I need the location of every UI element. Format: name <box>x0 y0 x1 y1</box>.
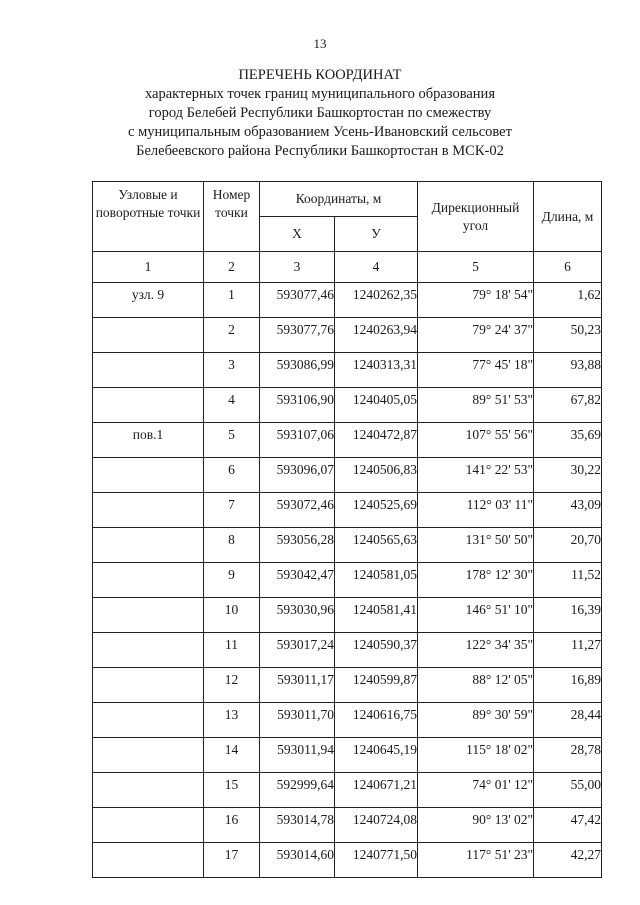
cell-point-number: 4 <box>204 388 260 423</box>
cell-y: 1240506,83 <box>335 458 418 493</box>
cell-node <box>93 668 204 703</box>
table-row <box>93 353 602 388</box>
cell-direction-angle: 79° 24' 37" <box>418 318 534 353</box>
cell-direction-angle: 88° 12' 05" <box>418 668 534 703</box>
cell-x: 593106,90 <box>260 388 335 423</box>
cell-point-number: 12 <box>204 668 260 703</box>
cell-length: 93,88 <box>534 353 602 388</box>
table-row <box>93 458 602 493</box>
cell-direction-angle: 115° 18' 02" <box>418 738 534 773</box>
cell-length: 11,27 <box>534 633 602 668</box>
cell-direction-angle: 74° 01' 12" <box>418 773 534 808</box>
cell-direction-angle: 112° 03' 11" <box>418 493 534 528</box>
cell-length: 11,52 <box>534 563 602 598</box>
cell-y: 1240590,37 <box>335 633 418 668</box>
cell-direction-angle: 122° 34' 35" <box>418 633 534 668</box>
title-heading: ПЕРЕЧЕНЬ КООРДИНАТ <box>238 67 402 83</box>
cell-x: 593077,46 <box>260 283 335 318</box>
cell-direction-angle: 79° 18' 54" <box>418 283 534 318</box>
cell-x: 593042,47 <box>260 563 335 598</box>
cell-y: 1240405,05 <box>335 388 418 423</box>
column-number: 4 <box>335 252 418 283</box>
cell-point-number: 14 <box>204 738 260 773</box>
header-x: Х <box>260 217 335 252</box>
table-row <box>93 773 602 808</box>
cell-node <box>93 388 204 423</box>
table-row <box>93 563 602 598</box>
cell-length: 28,78 <box>534 738 602 773</box>
cell-x: 593086,99 <box>260 353 335 388</box>
cell-x: 593011,94 <box>260 738 335 773</box>
cell-x: 593014,78 <box>260 808 335 843</box>
column-number: 3 <box>260 252 335 283</box>
cell-x: 593030,96 <box>260 598 335 633</box>
cell-point-number: 7 <box>204 493 260 528</box>
table-row <box>93 668 602 703</box>
header-direction-angle: Дирекционный угол <box>418 182 534 252</box>
cell-node <box>93 773 204 808</box>
page-number: 13 <box>313 36 327 51</box>
cell-y: 1240565,63 <box>335 528 418 563</box>
cell-length: 43,09 <box>534 493 602 528</box>
cell-point-number: 3 <box>204 353 260 388</box>
cell-node <box>93 318 204 353</box>
table-row <box>93 493 602 528</box>
header-point-number: Номер точки <box>204 182 260 252</box>
table-row <box>93 738 602 773</box>
cell-direction-angle: 90° 13' 02" <box>418 808 534 843</box>
cell-direction-angle: 77° 45' 18" <box>418 353 534 388</box>
cell-length: 50,23 <box>534 318 602 353</box>
cell-node <box>93 738 204 773</box>
cell-x: 593107,06 <box>260 423 335 458</box>
document-title <box>0 66 640 161</box>
table-row <box>93 598 602 633</box>
column-number: 6 <box>534 252 602 283</box>
cell-x: 592999,64 <box>260 773 335 808</box>
cell-node <box>93 493 204 528</box>
title-line: город Белебей Республики Башкортостан по смежеству <box>148 105 492 121</box>
header-length: Длина, м <box>534 182 602 252</box>
header-y: У <box>335 217 418 252</box>
cell-length: 20,70 <box>534 528 602 563</box>
cell-node <box>93 633 204 668</box>
cell-point-number: 17 <box>204 843 260 878</box>
cell-node <box>93 808 204 843</box>
cell-length: 30,22 <box>534 458 602 493</box>
cell-length: 16,39 <box>534 598 602 633</box>
cell-y: 1240616,75 <box>335 703 418 738</box>
cell-x: 593017,24 <box>260 633 335 668</box>
column-number: 1 <box>93 252 204 283</box>
cell-y: 1240599,87 <box>335 668 418 703</box>
cell-node <box>93 843 204 878</box>
cell-point-number: 2 <box>204 318 260 353</box>
cell-point-number: 10 <box>204 598 260 633</box>
header-node-points: Узловые и поворотные точки <box>93 182 204 252</box>
table-row <box>93 808 602 843</box>
cell-direction-angle: 131° 50' 50" <box>418 528 534 563</box>
table-row <box>93 703 602 738</box>
cell-y: 1240262,35 <box>335 283 418 318</box>
cell-node <box>93 353 204 388</box>
title-line: с муниципальным образованием Усень-Ивановский сельсовет <box>128 124 512 140</box>
cell-length: 55,00 <box>534 773 602 808</box>
cell-point-number: 9 <box>204 563 260 598</box>
cell-length: 47,42 <box>534 808 602 843</box>
cell-y: 1240525,69 <box>335 493 418 528</box>
table-row <box>93 318 602 353</box>
column-number: 2 <box>204 252 260 283</box>
cell-y: 1240581,05 <box>335 563 418 598</box>
cell-y: 1240645,19 <box>335 738 418 773</box>
cell-y: 1240581,41 <box>335 598 418 633</box>
header-coordinates: Координаты, м <box>260 182 418 217</box>
cell-point-number: 8 <box>204 528 260 563</box>
cell-direction-angle: 89° 30' 59" <box>418 703 534 738</box>
cell-point-number: 6 <box>204 458 260 493</box>
cell-node: пов.1 <box>93 423 204 458</box>
title-line: характерных точек границ муниципального образования <box>145 86 495 102</box>
cell-length: 1,62 <box>534 283 602 318</box>
table-row <box>93 843 602 878</box>
cell-length: 67,82 <box>534 388 602 423</box>
table-row <box>93 528 602 563</box>
cell-length: 16,89 <box>534 668 602 703</box>
table-row <box>93 388 602 423</box>
cell-node <box>93 458 204 493</box>
table-row <box>93 423 602 458</box>
cell-x: 593096,07 <box>260 458 335 493</box>
cell-length: 28,44 <box>534 703 602 738</box>
cell-node: узл. 9 <box>93 283 204 318</box>
cell-direction-angle: 141° 22' 53" <box>418 458 534 493</box>
cell-direction-angle: 107° 55' 56" <box>418 423 534 458</box>
column-numbers-row <box>93 252 602 283</box>
cell-length: 42,27 <box>534 843 602 878</box>
cell-x: 593056,28 <box>260 528 335 563</box>
cell-y: 1240771,50 <box>335 843 418 878</box>
cell-node <box>93 528 204 563</box>
cell-point-number: 5 <box>204 423 260 458</box>
cell-x: 593011,70 <box>260 703 335 738</box>
cell-y: 1240671,21 <box>335 773 418 808</box>
cell-point-number: 15 <box>204 773 260 808</box>
cell-x: 593072,46 <box>260 493 335 528</box>
cell-point-number: 13 <box>204 703 260 738</box>
cell-node <box>93 563 204 598</box>
cell-point-number: 16 <box>204 808 260 843</box>
cell-direction-angle: 117° 51' 23" <box>418 843 534 878</box>
cell-x: 593014,60 <box>260 843 335 878</box>
column-number: 5 <box>418 252 534 283</box>
cell-y: 1240313,31 <box>335 353 418 388</box>
cell-y: 1240472,87 <box>335 423 418 458</box>
cell-x: 593077,76 <box>260 318 335 353</box>
coordinates-table <box>92 181 602 878</box>
cell-direction-angle: 178° 12' 30" <box>418 563 534 598</box>
cell-node <box>93 703 204 738</box>
cell-direction-angle: 89° 51' 53" <box>418 388 534 423</box>
cell-point-number: 1 <box>204 283 260 318</box>
cell-length: 35,69 <box>534 423 602 458</box>
cell-y: 1240724,08 <box>335 808 418 843</box>
table-row <box>93 283 602 318</box>
cell-node <box>93 598 204 633</box>
title-line: Белебеевского района Республики Башкортостан в МСК-02 <box>136 143 504 159</box>
cell-x: 593011,17 <box>260 668 335 703</box>
table-row <box>93 633 602 668</box>
cell-y: 1240263,94 <box>335 318 418 353</box>
cell-direction-angle: 146° 51' 10" <box>418 598 534 633</box>
cell-point-number: 11 <box>204 633 260 668</box>
